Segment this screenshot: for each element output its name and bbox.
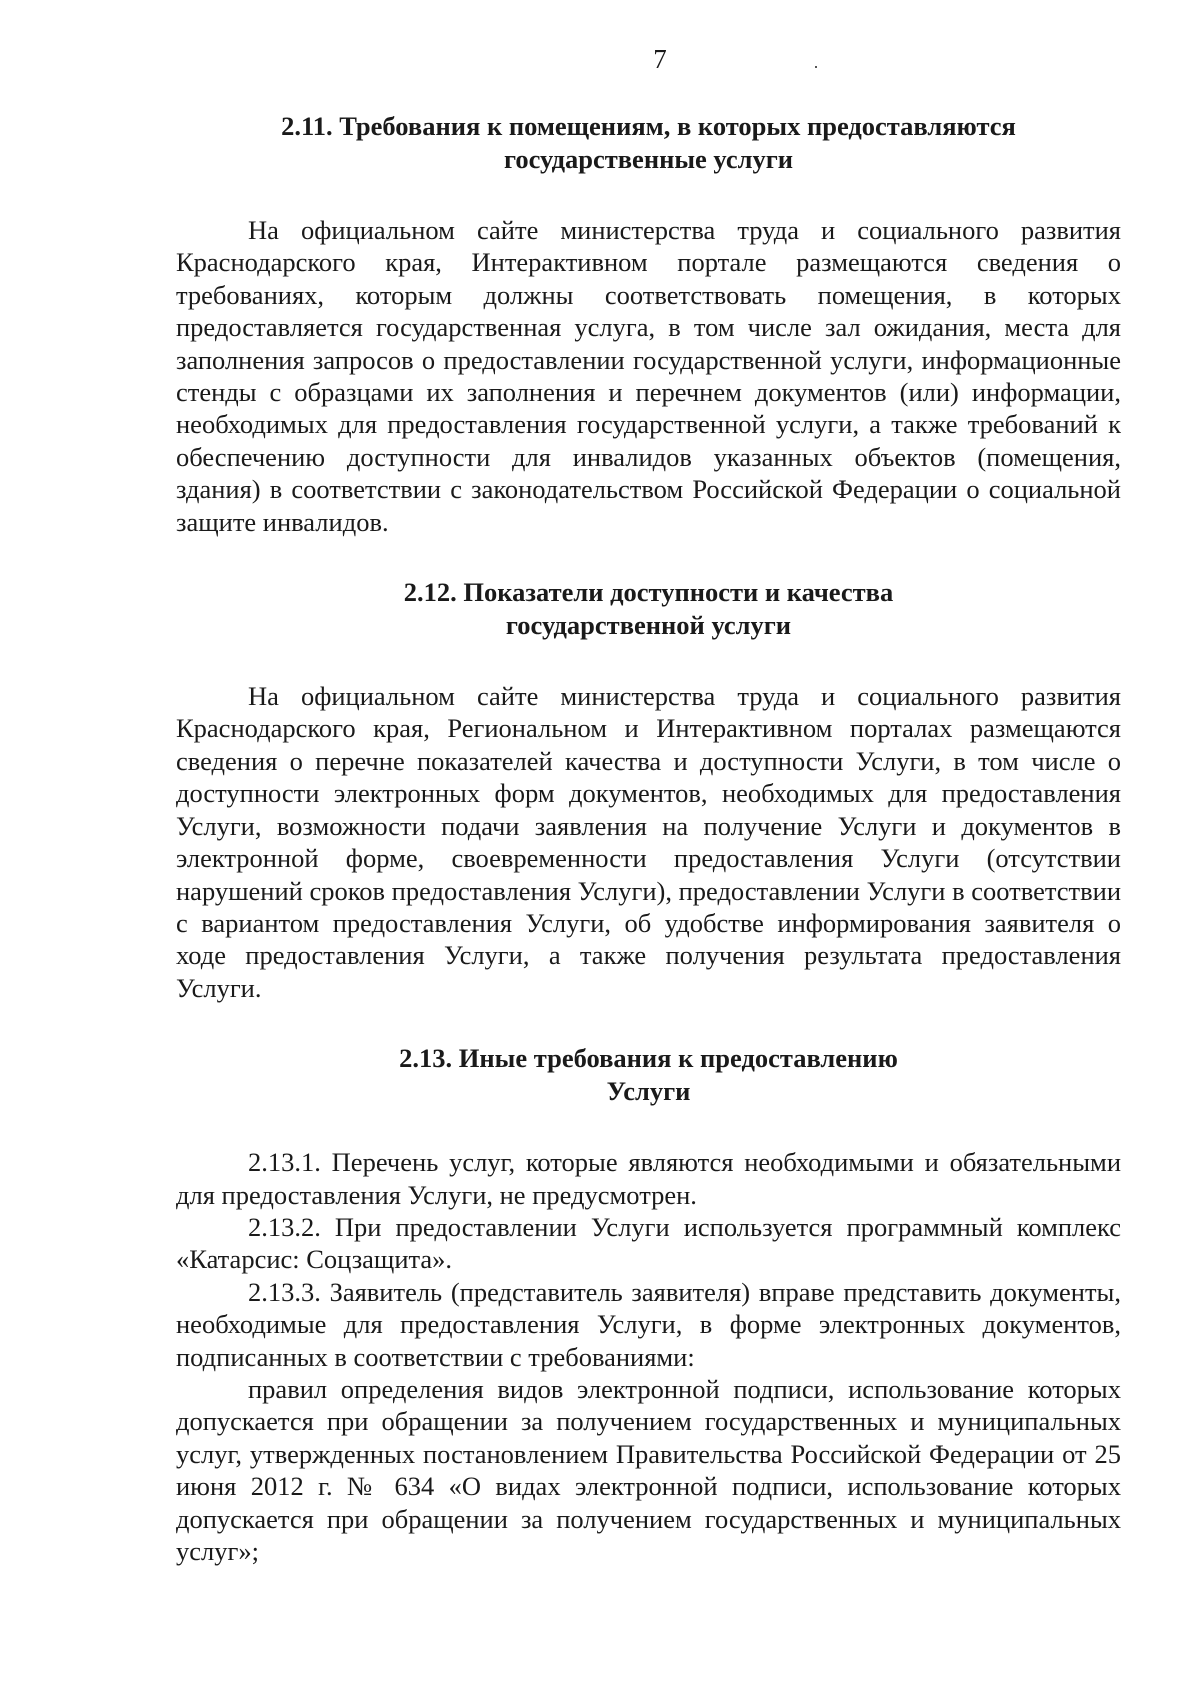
page-content: [176, 110, 1121, 1567]
heading-line: государственные услуги: [503, 144, 794, 174]
heading-line: 2.12. Показатели доступности и качества: [403, 577, 894, 608]
section-heading-2-12: [176, 576, 1121, 642]
paragraph-2-13-3: 2.13.3. Заявитель (представитель заявителя) вправе представить документы, необходимые для предоставления Услуги, в форме электронных документов, подписанных в соответствии с требованиями:: [176, 1276, 1121, 1372]
paragraph-2-13-1: 2.13.1. Перечень услуг, которые являются необходимыми и обязательными для предоставления Услуги, не предусмотрен.: [176, 1147, 1121, 1210]
heading-line: 2.13. Иные требования к предоставлению: [399, 1043, 898, 1074]
scan-artifact: [815, 66, 817, 68]
section-heading-2-11: [176, 110, 1121, 176]
heading-line: Услуги: [606, 1076, 691, 1107]
heading-line: 2.11. Требования к помещениям, в которых предоставляются: [281, 111, 1016, 141]
paragraph: На официальном сайте министерства труда и социального развития Краснодарского края, Региональном и Интерактивном порталах размещаются сведения о перечне показателей качества и доступности Услуги, в том числе о доступности электронных форм документов, необходимых для предоставления Услуги, возможности подачи заявления на получение Услуги и документов в электронной форме, своевременности предоставления Услуги (отсутствии нарушений сроков предоставления Услуги), предоставлении Услуги в соответствии с вариантом предоставления Услуги, об удобстве информирования заявителя о ходе предоставления Услуги, а также получения результата предоставления Услуги.: [176, 681, 1121, 1003]
heading-line: государственной услуги: [505, 610, 792, 641]
paragraph: На официальном сайте министерства труда и социального развития Краснодарского края, Интерактивном портале размещаются сведения о требованиях, которым должны соответствовать помещения, в которых предоставляется государственная услуга, в том числе зал ожидания, места для заполнения запросов о предоставлении государственной услуги, информационные стенды с образцами их заполнения и перечнем документов (или) информации, необходимых для предоставления государственной услуги, а также требований к обеспечению доступности для инвалидов указанных объектов (помещения, здания) в соответствии с законодательством Российской Федерации о социальной защите инвалидов.: [176, 215, 1121, 537]
paragraph-rules: правил определения видов электронной подписи, использование которых допускается при обращении за получением государственных и муниципальных услуг, утвержденных постановлением Правительства Российской Федерации от 25 июня 2012 г. № 634 «О видах электронной подписи, использование которых допускается при обращении за получением государственных и муниципальных услуг»;: [176, 1373, 1121, 1566]
page-number: 7: [653, 44, 667, 74]
paragraph-2-13-2: 2.13.2. При предоставлении Услуги используется программный комплекс «Катарсис: Соцзащита».: [176, 1211, 1121, 1275]
section-heading-2-13: [176, 1042, 1121, 1108]
